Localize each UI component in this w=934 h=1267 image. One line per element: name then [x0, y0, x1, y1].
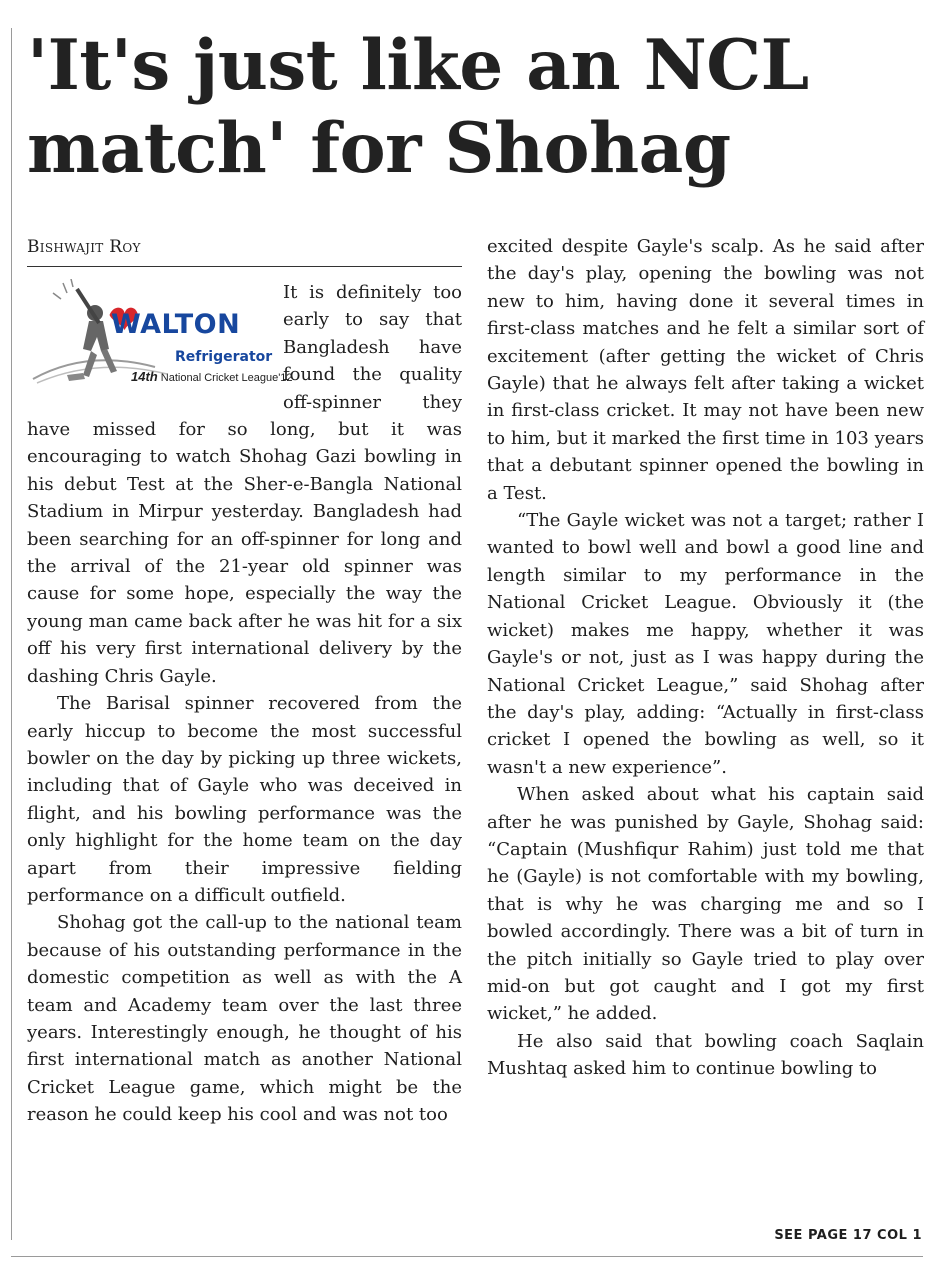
- article-paragraph: When asked about what his captain said after he was punished by Gayle, Shohag said: “Captain (Mushfiqur Rahim) just told me that he (Gayle) is not comfortable with my bowling, that is why he was charging me and so I bowled accordingly. There was a bit of turn in the pitch initially so Gayle tried to play over mid-on but got caught and I got my first wicket,” he added.: [487, 784, 924, 1025]
- byline: Bishwajit Roy: [27, 237, 141, 257]
- article-paragraph: The Barisal spinner recovered from the early hiccup to become the most successful bowler on the day by picking up three wickets, including that of Gayle who was deceived in flight, and his bowling performance was the only highlight for the home team on the day apart from their impressive fielding performance on a difficult outfield.: [27, 693, 462, 906]
- walton-ncl-logo: [27, 279, 293, 391]
- article-paragraph: excited despite Gayle's scalp. As he said after the day's play, opening the bowling was not new to him, having done it several times in first-class matches and he felt a similar sort of excitement (after getting the wicket of Chris Gayle) that he always felt after taking a wicket in first-class cricket. It may not have been new to him, but it marked the first time in 103 years that a debutant spinner opened the bowling in a Test.: [487, 236, 924, 504]
- article-paragraph: Shohag got the call-up to the national team because of his outstanding performance in the domestic competition as well as with the A team and Academy team over the last three years. Interestingly enough, he thought of his first international match as another National Cricket League game, which might be the reason he could keep his cool and was not too: [27, 912, 462, 1126]
- logo-product: Refrigerator: [175, 349, 273, 365]
- logo-league-name: National Cricket League'12: [160, 372, 293, 384]
- article-paragraph: “The Gayle wicket was not a target; rather I wanted to bowl well and bowl a good line and length similar to my performance in the National Cricket League. Obviously it (the wicket) makes me happy, whether it was Gayle's or not, just as I was happy during the National Cricket League,” said Shohag after the day's play, adding: “Actually in first-class cricket I opened the bowling as well, so it wasn't a new experience”.: [487, 510, 924, 778]
- logo-brand: WALTON: [111, 309, 241, 340]
- page-left-rule: [11, 28, 12, 1240]
- page-bottom-rule: [11, 1256, 923, 1257]
- logo-league: [131, 363, 293, 392]
- article-left-column: [27, 279, 462, 1129]
- article-paragraph: It is definitely too early to say that Bangladesh have found the quality off-spinner they have missed for so long, but it was encouraging to watch Shohag Gazi bowling in his debut Test at the Sher-e-Bangla National Stadium in Mirpur yesterday. Bangladesh had been searching for an off-spinner for long and the arrival of the 21-year old spinner was cause for some hope, especially the way the young man came back after he was hit for a six off his very first international delivery by the dashing Chris Gayle.: [27, 282, 462, 687]
- article-paragraph: He also said that bowling coach Saqlain Mushtaq asked him to continue bowling to: [487, 1030, 924, 1080]
- continued-on-page-link[interactable]: SEE PAGE 17 COL 1: [774, 1228, 922, 1243]
- headline: 'It's just like an NCL match' for Shohag: [27, 25, 809, 189]
- byline-rule: [27, 266, 462, 267]
- article-right-column: [487, 233, 924, 1083]
- logo-edition: 14th: [131, 369, 158, 384]
